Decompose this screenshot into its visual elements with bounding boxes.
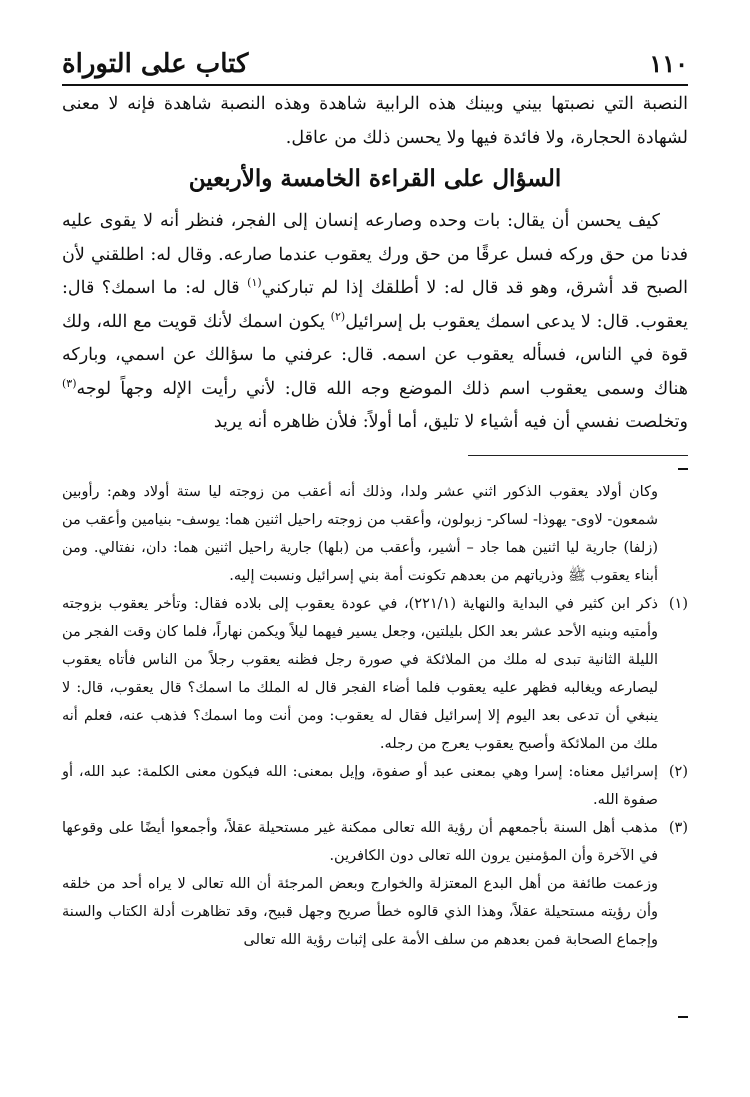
text-segment: وتخلصت نفسي أن فيه أشياء لا تليق، أما أولاً: فلأن ظاهره أنه يريد — [213, 412, 688, 432]
footnote-number: (١) — [668, 596, 688, 612]
footnote-text: مذهب أهل السنة بأجمعهم أن رؤية الله تعالى ممكنة غير مستحيلة عقلاً، وأجمعوا أيضًا على وقوعها في الآخرة وأن المؤمنين يرون الله تعالى دون الكافرين. — [62, 820, 658, 864]
footnote-3 — [62, 814, 688, 870]
book-title: كتاب على التوراة — [62, 49, 249, 79]
continuation-mark-top — [678, 468, 688, 470]
footnote-text: ذكر ابن كثير في البداية والنهاية (٢٢١/١)، في عودة يعقوب إلى بلاده فقال: وتأخر يعقوب بزوجته وأمتيه وبنيه الأحد عشر بعد الكل بليلتين، وجعل يسير فيهما ليلاً ويكمن نهاراً، فلما كان وقت الفجر من الليلة الثانية تبدى له ملك من الملائكة في صورة رجل فظنه يعقوب رجلاً من الناس فأتاه يعقوب ليصارعه ويغالبه فظهر عليه يعقوب فلما أضاء الفجر قال له الملك ما اسمك؟ قال يعقوب، قال: لا ينبغي أن تدعى بعد اليوم إلا إسرائيل فقال له يعقوب: ومن أنت وما اسمك؟ فذهب عنه، فعلم أنه ملك من الملائكة وأصبح يعقوب يعرج من رجله. — [62, 596, 658, 752]
footnote-ref-1: (١) — [247, 276, 262, 290]
footnote-number: (٢) — [668, 764, 688, 780]
footnote-2 — [62, 758, 688, 814]
page-header — [62, 40, 688, 86]
footnote-1 — [62, 590, 688, 758]
section-heading: السؤال على القراءة الخامسة والأربعين — [188, 165, 562, 192]
text-segment: يكون اسمك لأنك قويت مع الله، ولك قوة في الناس، فسأله يعقوب عن اسمه. قال: عرفني ما سؤالك عن اسمي، وباركه هناك وسمى يعقوب اسم ذلك الموضع وجه الله قال: لأني رأيت الإله وجهاً لوجه — [62, 311, 688, 399]
page-number: ١١٠ — [649, 49, 688, 78]
footnotes — [62, 478, 688, 954]
text-segment: كيف يحسن أن يقال: بات وحده وصارعه إنسان إلى الفجر، فنظر أنه لا يقوى عليه فدنا من حق وركه فسل عرقًا من حق ورك يعقوب عندما صارعه. وقال له: اطلقني لأن الصبح قد أشرق، وهو قد قال له: لا أطلقك إذا لم تباركني — [62, 211, 689, 298]
footnote-number: (٣) — [668, 820, 688, 836]
footnote-ref-2: (٢) — [330, 309, 346, 323]
text-segment: قال له: ما اسمك؟ قال: يعقوب. قال: لا يدعى اسمك يعقوب بل إسرائيل — [62, 278, 688, 332]
footnote-text: إسرائيل معناه: إسرا وهي بمعنى عبد أو صفوة، وإيل بمعنى: الله فيكون معنى الكلمة: عبد الله، أو صفوة الله. — [62, 764, 658, 808]
paragraph-continuation: النصبة التي نصبتها بيني وبينك هذه الرابية شاهدة وهذه النصبة شاهدة فإنه لا معنى لشهادة الحجارة، ولا فائدة فيها ولا يحسن ذلك من عاقل. — [62, 94, 688, 148]
continuation-mark-bottom — [678, 1016, 688, 1018]
paragraph-body — [62, 205, 688, 440]
footnote-separator — [468, 455, 688, 456]
footnote-ref-3: (٣) — [62, 376, 77, 390]
main-text — [62, 88, 688, 440]
footnote-carry-over: وكان أولاد يعقوب الذكور اثني عشر ولدا، وذلك أنه أعقب من زوجته ليا ستة أولاد وهم: رأوبين شمعون- لاوى- يهوذا- لساكر- زبولون، وأعقب من زوجته راحيل اثنين هما: يوسف- بنيامين وأعقب من (زلفا) جارية ليا اثنين هما جاد – أشير، وأعقب من (بلها) جارية راحيل اثنين هما: دان، نفتالي. ومن أبناء يعقوب ﷺ وذرياتهم من بعدهم تكونت أمة بني إسرائيل ونسبت إليه. — [62, 484, 658, 584]
footnote-3-continued: وزعمت طائفة من أهل البدع المعتزلة والخوارج وبعض المرجئة أن الله تعالى لا يراه أحد من خلقه وأن رؤيته مستحيلة عقلاً، وهذا الذي قالوه خطأ صريح وجهل قبيح، وقد تظاهرت أدلة الكتاب والسنة وإجماع الصحابة فمن بعدهم من سلف الأمة على إثبات رؤية الله تعالى — [62, 876, 658, 948]
